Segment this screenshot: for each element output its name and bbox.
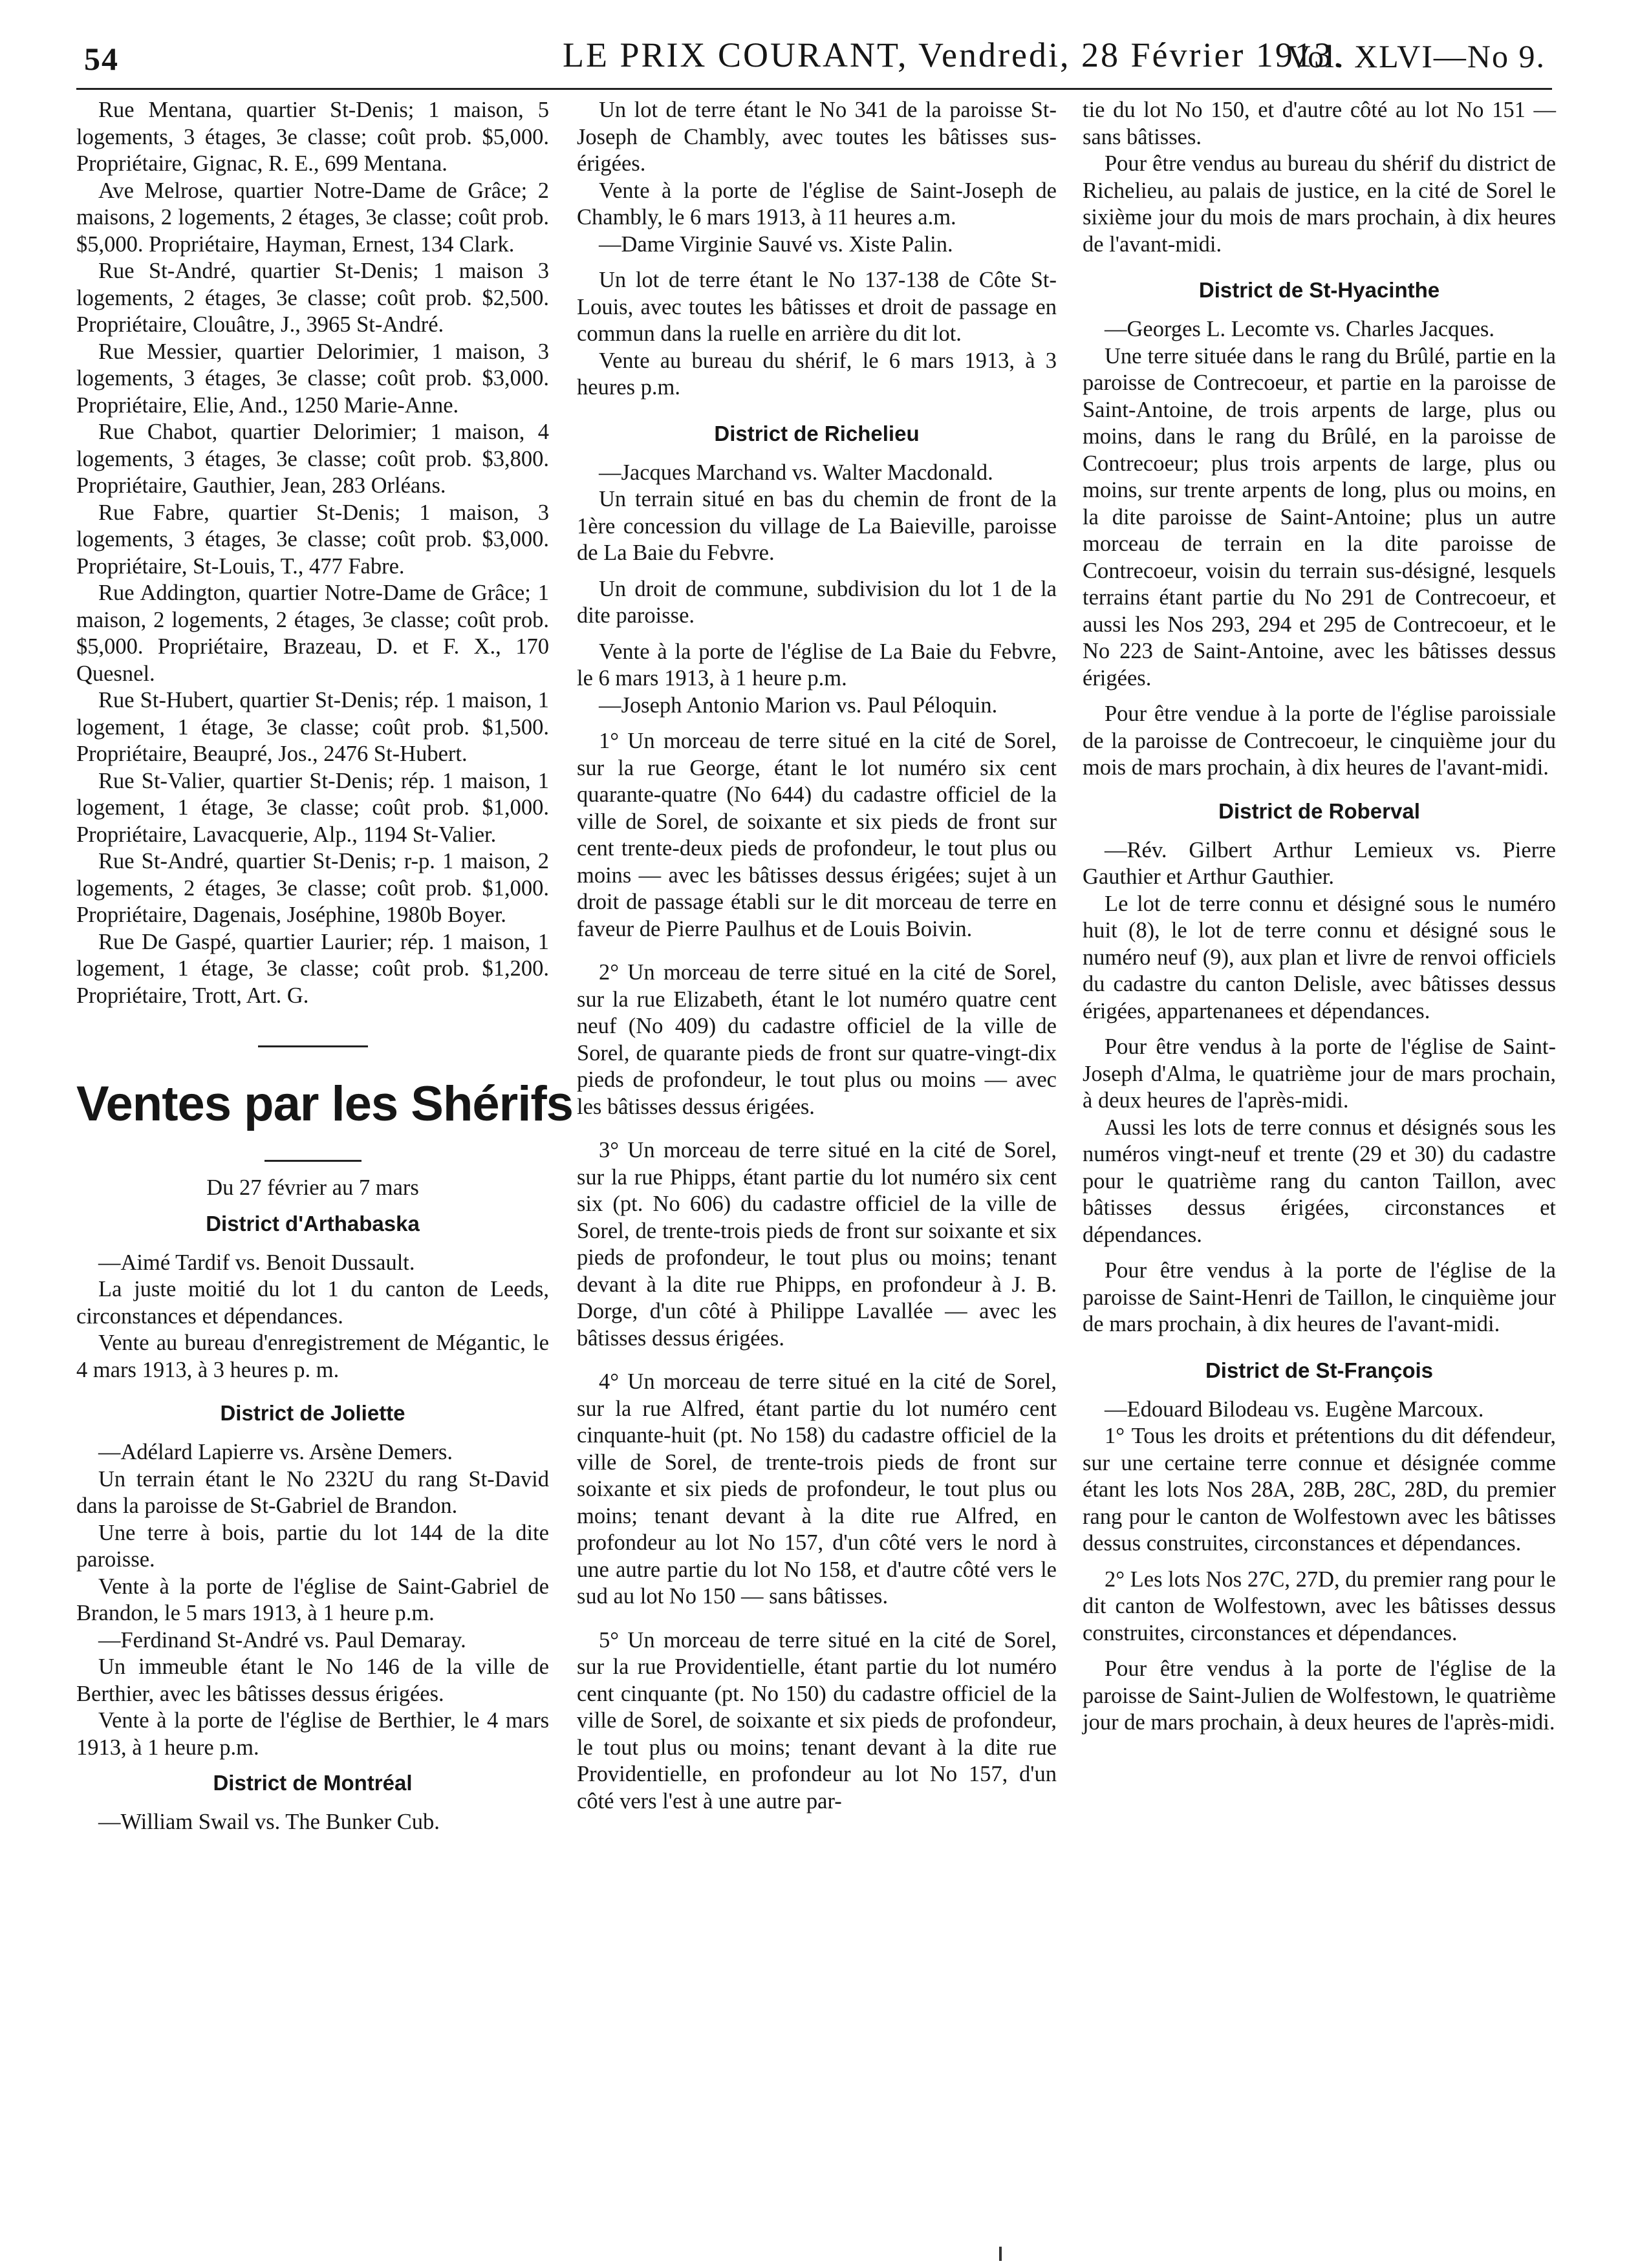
sale-paragraph: Une terre à bois, partie du lot 144 de la dite paroisse. [76, 1520, 549, 1572]
sale-paragraph: —Aimé Tardif vs. Benoit Dussault. [98, 1250, 415, 1275]
sale-paragraph: —Joseph Antonio Marion vs. Paul Péloquin. [599, 692, 998, 718]
sale-paragraph: Un lot de terre étant le No 137-138 de Côte St-Louis, avec toutes les bâtisses et droit de passage en commun dans la ruelle en arrière du dit lot. [577, 268, 1057, 346]
district-heading-st-hyacinthe: District de St-Hyacinthe [1198, 278, 1440, 302]
section-divider [258, 1045, 368, 1047]
sale-paragraph: Un immeuble étant le No 146 de la ville de Berthier, avec les bâtisses dessus érigées. [76, 1654, 549, 1706]
sale-paragraph: Pour être vendus au bureau du shérif du district de Richelieu, au palais de justice, en la cité de Sorel le sixième jour du mois de mars prochain, à dix heures de l'avant-midi. [1083, 151, 1556, 257]
sale-paragraph: 1° Tous les droits et prétentions du dit défendeur, sur une certaine terre connue et désignée comme étant les lots Nos 28A, 28B, 28C, 28D, du premier rang pour le canton de Wolfestown avec les bâtisses dessus construites, circonstances et dépendances. [1083, 1424, 1556, 1556]
sale-paragraph: —Ferdinand St-André vs. Paul Demaray. [98, 1627, 466, 1653]
sale-paragraph: 4° Un morceau de terre situé en la cité de Sorel, sur la rue Alfred, étant partie du lot numéro cent cinquante-huit (pt. No 158) du cadastre officiel de la ville de Sorel, de trente-trois pieds de front sur soixante et six pieds de profondeur, le tout plus ou moins; tenant devant à la dite rue Alfred, en profondeur au lot No 157, d'un côté vers le nord à une autre partie du lot No 158, et d'autre côté vers le sud au lot No 150 — sans bâtisses. [577, 1369, 1057, 1609]
column-2 [577, 97, 1057, 1815]
permit-listing: Rue Addington, quartier Notre-Dame de Grâce; 1 maison, 2 logements, 2 étages, 3e classe; coût prob. $5,000. Propriétaire, Brazeau, D. et F. X., 170 Quesnel. [76, 581, 549, 686]
permit-listing: Rue St-André, quartier St-Denis; r-p. 1 maison, 2 logements, 2 étages, 3e classe; coût prob. $1,000. Propriétaire, Dagenais, Joséphine, 1980b Boyer. [76, 849, 549, 927]
district-heading-montreal: District de Montréal [213, 1771, 413, 1795]
column-1 [76, 97, 573, 1836]
district-heading-richelieu: District de Richelieu [714, 421, 920, 445]
title-divider [264, 1160, 361, 1162]
sale-paragraph: —Adélard Lapierre vs. Arsène Demers. [98, 1440, 453, 1464]
sale-paragraph: —Jacques Marchand vs. Walter Macdonald. [599, 460, 993, 485]
volume-label: Vol. XLVI—No 9. [1287, 38, 1546, 74]
sale-paragraph: Pour être vendue à la porte de l'église paroissiale de la paroisse de Contrecoeur, le cinquième jour du mois de mars prochain, à dix heures de l'avant-midi. [1083, 701, 1556, 780]
sale-paragraph: Vente à la porte de l'église de Saint-Gabriel de Brandon, le 5 mars 1913, à 1 heure p.m. [76, 1574, 549, 1625]
sale-paragraph: Pour être vendus à la porte de l'église de Saint-Joseph d'Alma, le quatrième jour de mars prochain, à deux heures de l'après-midi. [1083, 1034, 1556, 1113]
sale-paragraph: Pour être vendus à la porte de l'église de la paroisse de Saint-Julien de Wolfestown, le quatrième jour de mars prochain, à deux heures de l'après-midi. [1083, 1656, 1556, 1735]
permit-listing: Rue St-Valier, quartier St-Denis; rép. 1 maison, 1 logement, 1 étage, 3e classe; coût prob. $1,000. Propriétaire, Lavacquerie, Alp., 1194 St-Valier. [76, 768, 549, 847]
sale-paragraph: Un terrain situé en bas du chemin de front de la 1ère concession du village de La Baieville, paroisse de La Baie du Febvre. [577, 487, 1057, 565]
page-number: 54 [84, 41, 119, 77]
permit-listing: Rue St-Hubert, quartier St-Denis; rép. 1 maison, 1 logement, 1 étage, 3e classe; coût prob. $1,500. Propriétaire, Beaupré, Jos., 2476 St-Hubert. [76, 688, 549, 766]
district-heading-arthabaska: District d'Arthabaska [206, 1211, 420, 1236]
sale-paragraph: Vente à la porte de l'église de Berthier, le 4 mars 1913, à 1 heure p.m. [76, 1708, 549, 1760]
sale-paragraph: Vente au bureau d'enregistrement de Mégantic, le 4 mars 1913, à 3 heures p. m. [76, 1331, 549, 1382]
sale-paragraph: 3° Un morceau de terre situé en la cité de Sorel, sur la rue Phipps, étant partie du lot numéro six cent six (pt. No 606) du cadastre officiel de la ville de Sorel, de trente-trois pieds de front sur soixante et six pieds de profondeur, le tout plus ou moins; tenant devant à la dite rue Phipps, en profondeur à J. B. Dorge, d'un côté à Philippe Lavallée — avec les bâtisses dessus érigées. [577, 1138, 1057, 1351]
sale-paragraph: Vente au bureau du shérif, le 6 mars 1913, à 3 heures p.m. [577, 348, 1057, 400]
sale-paragraph: 2° Un morceau de terre situé en la cité de Sorel, sur la rue Elizabeth, étant le lot numéro quatre cent neuf (No 409) du cadastre officiel de la ville de Sorel, de quarante pieds de front sur quatre-vingt-dix pieds de profondeur, le tout plus ou moins — avec les bâtisses dessus érigées. [577, 960, 1057, 1119]
sale-paragraph: tie du lot No 150, et d'autre côté au lot No 151 — sans bâtisses. [1083, 98, 1556, 149]
permit-listing: Ave Melrose, quartier Notre-Dame de Grâce; 2 maisons, 2 logements, 2 étages, 3e classe; coût prob. $5,000. Propriétaire, Hayman, Ernest, 134 Clark. [76, 178, 549, 257]
permit-listing: Rue Fabre, quartier St-Denis; 1 maison, 3 logements, 3 étages, 3e classe; coût prob. $3,000. Propriétaire, St-Louis, T., 477 Fabre. [76, 500, 549, 579]
district-heading-joliette: District de Joliette [220, 1401, 405, 1425]
sale-paragraph: —Georges L. Lecomte vs. Charles Jacques. [1105, 317, 1494, 341]
section-title: Ventes par les Shérifs [76, 1076, 573, 1131]
permit-listing: Rue Messier, quartier Delorimier, 1 maison, 3 logements, 3 étages, 3e classe; coût prob. $3,000. Propriétaire, Elie, And., 1250 Marie-Anne. [76, 339, 549, 418]
sale-paragraph: 2° Les lots Nos 27C, 27D, du premier rang pour le dit canton de Wolfestown, avec les bâtisses dessus construites, circonstances et dépendances. [1083, 1567, 1556, 1645]
sale-paragraph: Vente à la porte de l'église de La Baie du Febvre, le 6 mars 1913, à 1 heure p.m. [577, 639, 1057, 690]
permit-listing: Rue Chabot, quartier Delorimier; 1 maison, 4 logements, 3 étages, 3e classe; coût prob. $3,800. Propriétaire, Gauthier, Jean, 283 Orléans. [76, 420, 549, 498]
column-3 [1083, 97, 1556, 1737]
sale-paragraph: —Dame Virginie Sauvé vs. Xiste Palin. [599, 231, 953, 257]
district-heading-st-francois: District de St-François [1205, 1358, 1434, 1382]
sale-paragraph: 5° Un morceau de terre situé en la cité de Sorel, sur la rue Providentielle, étant partie du lot numéro cent cinquante (pt. No 150) du cadastre officiel de la ville de Sorel, de soixante et six pieds de profondeur, le tout plus ou moins; tenant devant à la dite rue Providentielle, en profondeur au lot No 157, d'un côté vers l'est à une autre par- [577, 1627, 1057, 1813]
sale-paragraph: Aussi les lots de terre connus et désignés sous les numéros vingt-neuf et trente (29 et 30) du cadastre pour le quatrième rang du canton Taillon, avec bâtisses dessus érigées, circonstances et dépendances. [1083, 1115, 1556, 1247]
district-heading-roberval: District de Roberval [1218, 798, 1420, 823]
permit-listing: Rue Mentana, quartier St-Denis; 1 maison, 5 logements, 3 étages, 3e classe; coût prob. $5,000. Propriétaire, Gignac, R. E., 699 Mentana. [76, 98, 549, 176]
scan-mark [999, 2247, 1002, 2261]
sale-paragraph: Pour être vendus à la porte de l'église de la paroisse de Saint-Henri de Taillon, le cinquième jour de mars prochain, à dix heures de l'avant-midi. [1083, 1258, 1556, 1336]
sale-paragraph: —William Swail vs. The Bunker Cub. [98, 1810, 440, 1834]
header-rule [76, 88, 1552, 90]
sale-paragraph: Vente à la porte de l'église de Saint-Joseph de Chambly, le 6 mars 1913, à 11 heures a.m. [577, 178, 1057, 230]
sale-paragraph: —Rév. Gilbert Arthur Lemieux vs. Pierre Gauthier et Arthur Gauthier. [1083, 837, 1556, 889]
sale-paragraph: 1° Un morceau de terre situé en la cité de Sorel, sur la rue George, étant le lot numéro six cent quarante-quatre (No 644) du cadastre officiel de la ville de Sorel, de soixante et six pieds de front sur cent trente-deux pieds de profondeur, le tout plus ou moins — avec les bâtisses dessus érigées; sujet à un droit de passage établi sur le dit morceau de terre en faveur de Pierre Paulhus et de Louis Boivin. [577, 729, 1057, 941]
date-range: Du 27 février au 7 mars [206, 1175, 419, 1200]
masthead-title: LE PRIX COURANT, Vendredi, 28 Février 1913. [563, 36, 1344, 74]
sale-paragraph: Un terrain étant le No 232U du rang St-David dans la paroisse de St-Gabriel de Brandon. [76, 1466, 549, 1518]
sale-paragraph: —Edouard Bilodeau vs. Eugène Marcoux. [1105, 1396, 1484, 1422]
sale-paragraph: Une terre située dans le rang du Brûlé, partie en la paroisse de Contrecoeur, et partie en la paroisse de Saint-Antoine, de trois arpents de large, plus ou moins, dans le rang du Brûlé, en la paroisse de Contrecoeur; plus trois arpents de large, plus ou moins, sur trente arpents de long, plus ou moins, en la dite paroisse de Saint-Antoine; plus un autre morceau de terrain en la dite paroisse de Contrecoeur, voisin du terrain sus-désigné, lesquels terrains étant partie du No 291 de Contrecoeur, et aussi les Nos 293, 294 et 295 de Contrecoeur, et le No 223 de Saint-Antoine, avec les bâtisses dessus érigées. [1083, 343, 1556, 690]
sale-paragraph: Un droit de commune, subdivision du lot 1 de la dite paroisse. [577, 576, 1057, 628]
sale-paragraph: La juste moitié du lot 1 du canton de Leeds, circonstances et dépendances. [76, 1277, 549, 1329]
sale-paragraph: Un lot de terre étant le No 341 de la paroisse St-Joseph de Chambly, avec toutes les bâtisses sus-érigées. [577, 98, 1057, 176]
permit-listing: Rue De Gaspé, quartier Laurier; rép. 1 maison, 1 logement, 1 étage, 3e classe; coût prob. $1,200. Propriétaire, Trott, Art. G. [76, 929, 549, 1008]
permit-listing: Rue St-André, quartier St-Denis; 1 maison 3 logements, 2 étages, 3e classe; coût prob. $2,500. Propriétaire, Clouâtre, J., 3965 St-André. [76, 259, 549, 337]
sale-paragraph: Le lot de terre connu et désigné sous le numéro huit (8), le lot de terre connu et désigné sous le numéro neuf (9), aux plan et livre de renvoi officiels du cadastre du canton Delisle, avec bâtisses dessus érigées, appartenanees et dépendances. [1083, 891, 1556, 1023]
page-header [84, 35, 1546, 87]
